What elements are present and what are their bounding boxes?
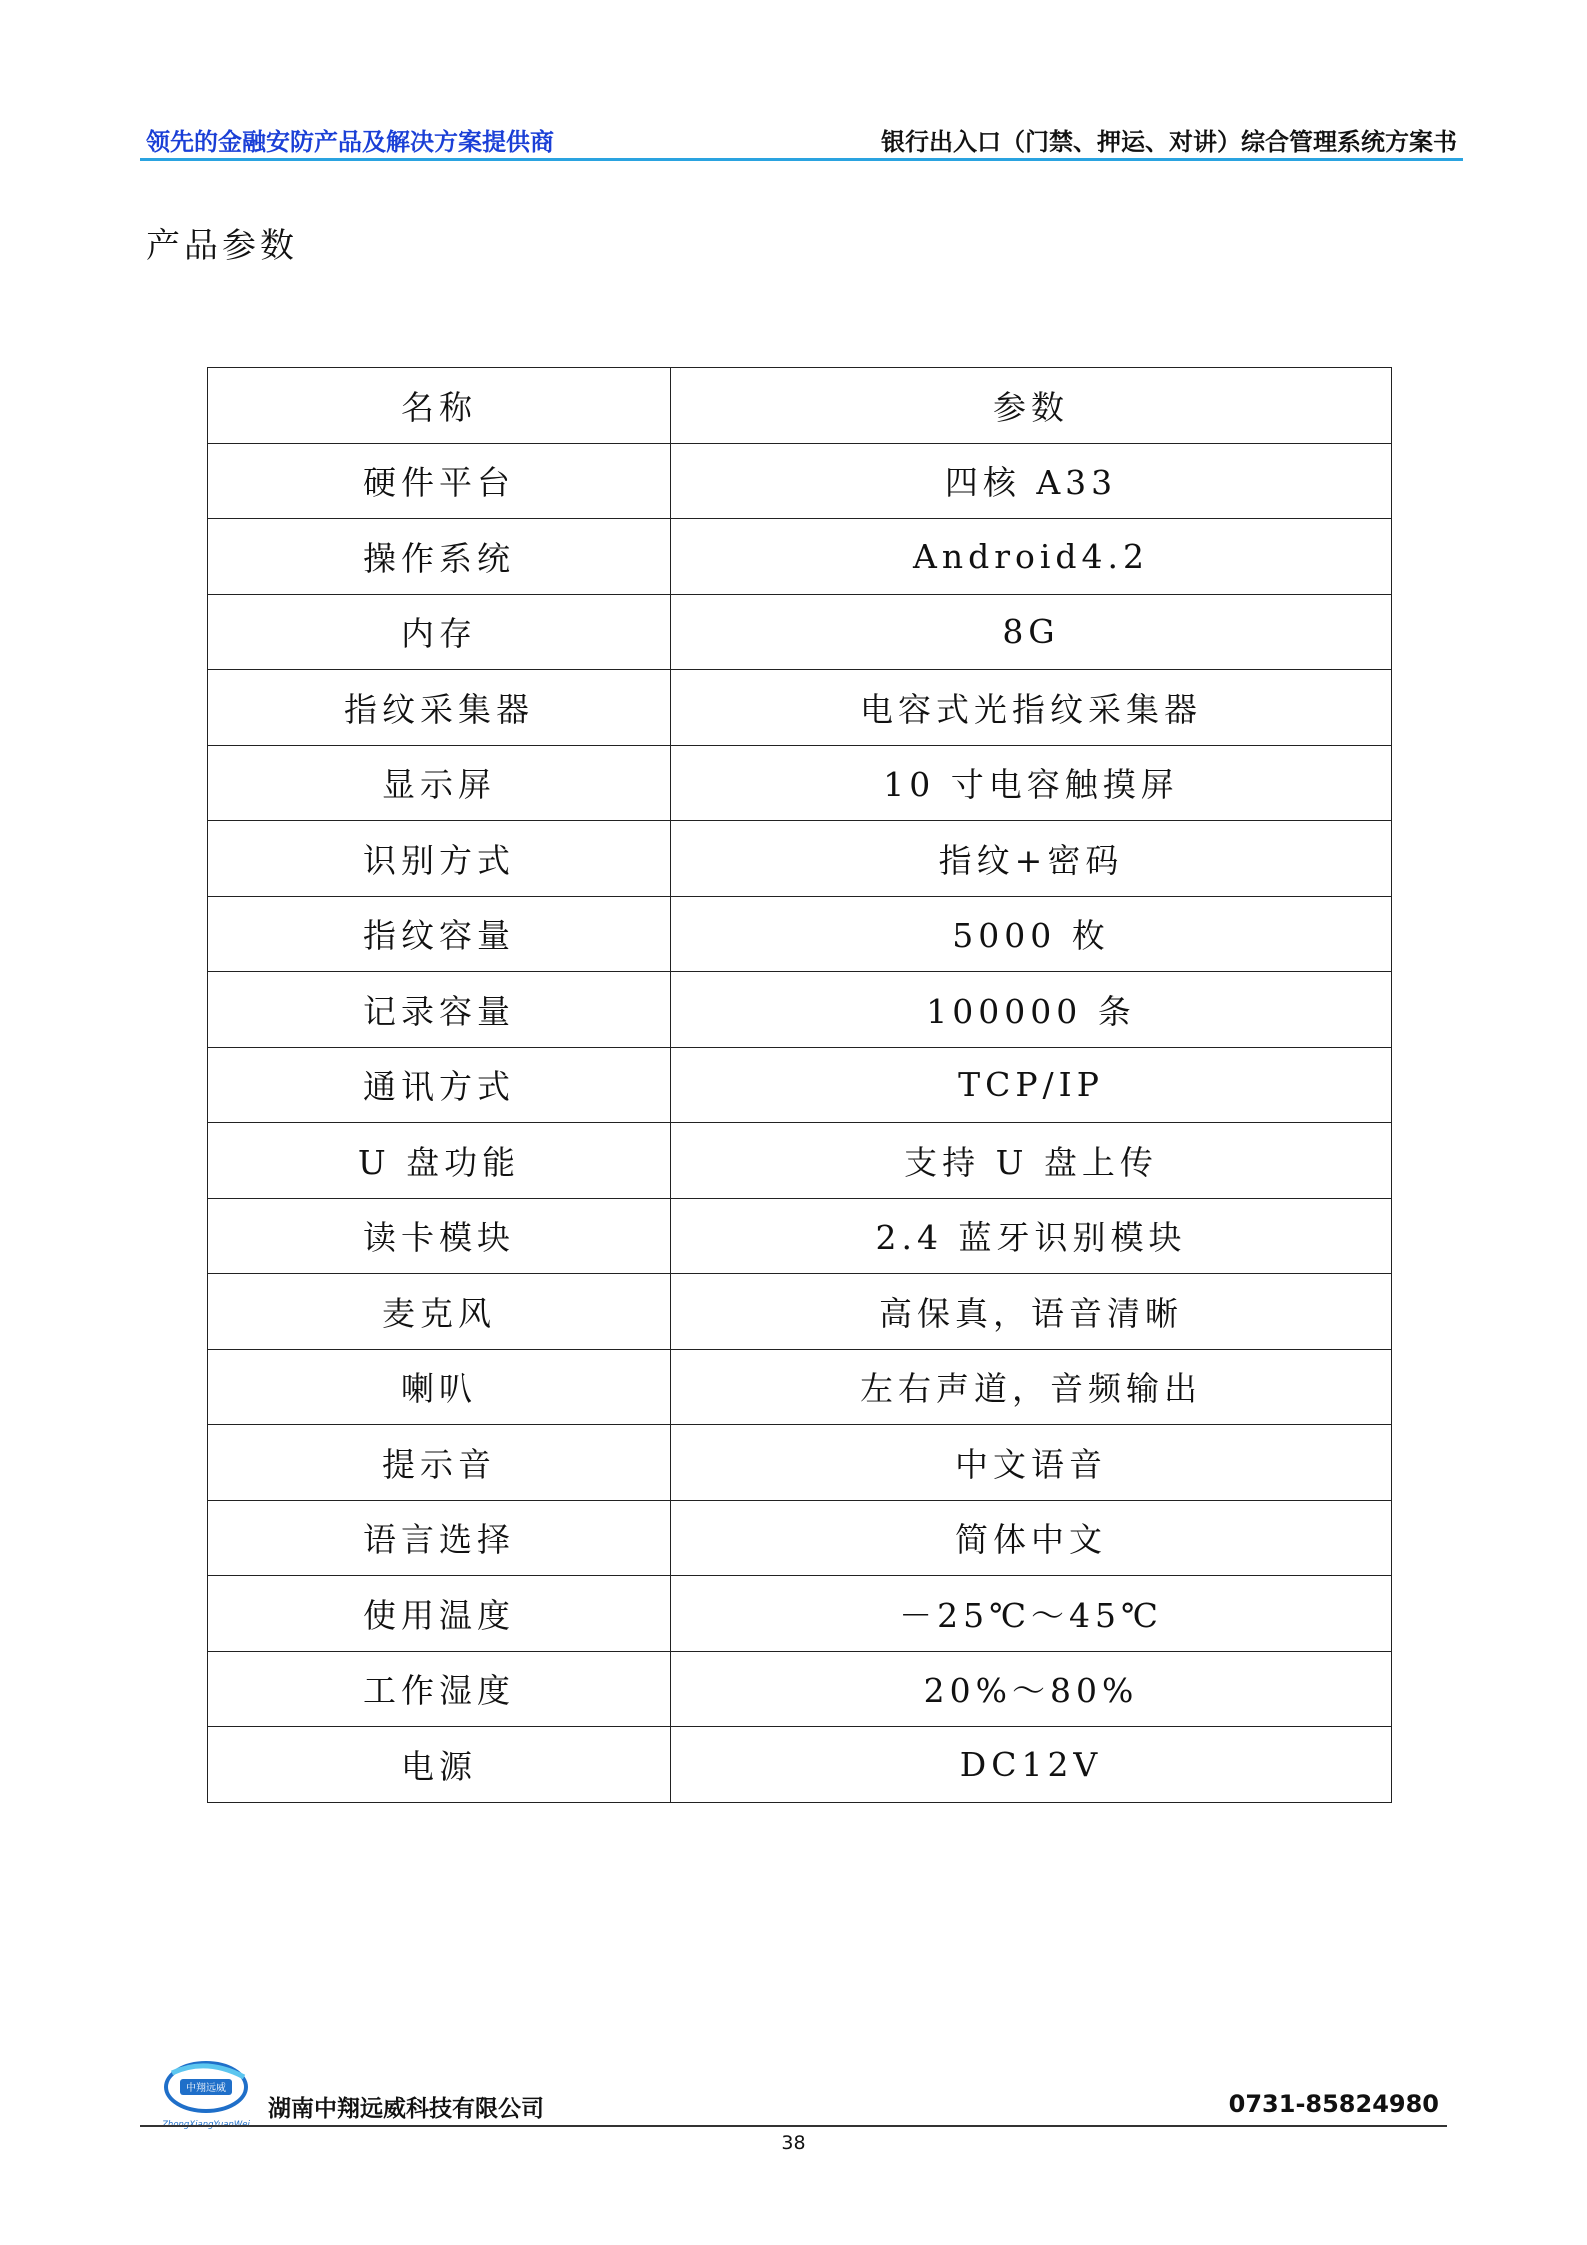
param-value-cell: 电容式光指纹采集器 [671,670,1392,746]
param-value-cell: 简体中文 [671,1500,1392,1576]
table-body [208,443,1392,1802]
header-divider [140,158,1463,161]
logo-text: 中翔远威 [186,2083,226,2094]
param-name-cell: U 盘功能 [208,1123,671,1199]
param-value-cell: 20%～80% [671,1651,1392,1727]
company-logo [152,2055,260,2133]
table-row [208,1198,1392,1274]
table-row [208,1576,1392,1652]
param-name-cell: 记录容量 [208,972,671,1048]
column-header-name: 名称 [208,368,671,444]
param-value-cell: Android4.2 [671,519,1392,595]
param-name-cell: 使用温度 [208,1576,671,1652]
column-header-value: 参数 [671,368,1392,444]
section-title: 产品参数 [146,226,298,266]
param-name-cell: 识别方式 [208,821,671,897]
param-value-cell: 支持 U 盘上传 [671,1123,1392,1199]
param-name-cell: 指纹采集器 [208,670,671,746]
product-params-table [207,367,1392,1803]
table-row [208,1349,1392,1425]
table-row [208,1047,1392,1123]
table-row [208,821,1392,897]
param-name-cell: 电源 [208,1727,671,1803]
param-value-cell: 5000 枚 [671,896,1392,972]
param-value-cell: 左右声道，音频输出 [671,1349,1392,1425]
param-name-cell: 通讯方式 [208,1047,671,1123]
table-row [208,519,1392,595]
param-name-cell: 工作湿度 [208,1651,671,1727]
param-name-cell: 提示音 [208,1425,671,1501]
param-value-cell: DC12V [671,1727,1392,1803]
param-value-cell: 指纹+密码 [671,821,1392,897]
param-value-cell: TCP/IP [671,1047,1392,1123]
param-value-cell: 中文语音 [671,1425,1392,1501]
param-name-cell: 硬件平台 [208,443,671,519]
param-name-cell: 麦克风 [208,1274,671,1350]
param-name-cell: 喇叭 [208,1349,671,1425]
param-value-cell: 四核 A33 [671,443,1392,519]
header-tagline: 领先的金融安防产品及解决方案提供商 [146,128,554,156]
param-value-cell: 8G [671,594,1392,670]
header-document-title: 银行出入口（门禁、押运、对讲）综合管理系统方案书 [881,128,1457,156]
table-row [208,1274,1392,1350]
param-name-cell: 内存 [208,594,671,670]
param-value-cell: －25℃～45℃ [671,1576,1392,1652]
param-name-cell: 操作系统 [208,519,671,595]
footer-phone: 0731-85824980 [1228,2090,1439,2118]
param-value-cell: 10 寸电容触摸屏 [671,745,1392,821]
page-number: 38 [781,2132,806,2154]
table-row [208,670,1392,746]
table-row [208,1651,1392,1727]
table-header-row [208,368,1392,444]
footer-divider [140,2125,1447,2127]
param-value-cell: 2.4 蓝牙识别模块 [671,1198,1392,1274]
table-row [208,443,1392,519]
param-name-cell: 读卡模块 [208,1198,671,1274]
table-row [208,594,1392,670]
param-value-cell: 高保真，语音清晰 [671,1274,1392,1350]
param-value-cell: 100000 条 [671,972,1392,1048]
param-name-cell: 指纹容量 [208,896,671,972]
table-row [208,972,1392,1048]
table-row [208,1727,1392,1803]
table-row [208,896,1392,972]
table-row [208,1123,1392,1199]
footer-company-name: 湖南中翔远威科技有限公司 [268,2096,544,2122]
param-name-cell: 语言选择 [208,1500,671,1576]
table-row [208,745,1392,821]
table-row [208,1500,1392,1576]
param-name-cell: 显示屏 [208,745,671,821]
table-row [208,1425,1392,1501]
